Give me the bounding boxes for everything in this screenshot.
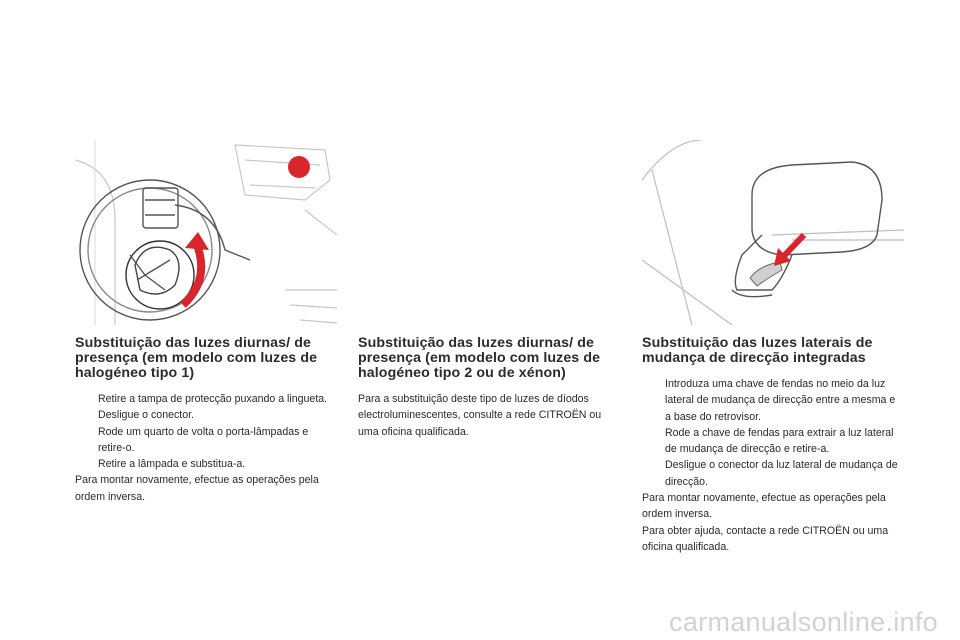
headlamp-diagram [75, 140, 337, 325]
section-side-turn-signal [642, 336, 904, 555]
section-note: Para a substituição deste tipo de luzes de díodos electroluminescentes, consulte a rede CITROËN ou uma oficina qualificada. [358, 393, 602, 438]
section-title: Substituição das luzes laterais de mudança de direcção integradas [642, 335, 873, 366]
list-item: Rode um quarto de volta o porta-lâmpadas e retire-o. [98, 425, 309, 454]
illustration-headlamp-bulb-holder [75, 140, 337, 325]
screwdriver-arrow [774, 235, 804, 266]
section-note: Para montar novamente, efectue as operações pela ordem inversa. [75, 474, 319, 503]
list-item: Desligue o conector da luz lateral de mudança de direcção. [665, 459, 898, 488]
highlight-dot [288, 156, 310, 178]
section-halogen-type-1 [75, 336, 337, 505]
list-item: Desligue o conector. [98, 409, 194, 422]
section-note: Para montar novamente, efectue as operações pela ordem inversa. [642, 492, 886, 521]
section-title: Substituição das luzes diurnas/ de presença (em modelo com luzes de halogéneo tipo 2 ou de xénon) [358, 335, 601, 381]
section-halogen-type-2-xenon [358, 336, 620, 440]
watermark: carmanualsonline.info [669, 607, 938, 637]
list-item: Introduza uma chave de fendas no meio da luz lateral de mudança de direcção entre a mesma e a base do retrovisor. [665, 378, 896, 423]
list-item: Retire a lâmpada e substitua-a. [98, 458, 246, 471]
section-title: Substituição das luzes diurnas/ de presença (em modelo com luzes de halogéneo tipo 1) [75, 335, 318, 381]
list-item: Retire a tampa de protecção puxando a lingueta. [98, 393, 328, 405]
mirror-diagram [642, 140, 904, 325]
illustration-mirror-turn-signal [642, 140, 904, 325]
list-item: Rode a chave de fendas para extrair a luz lateral de mudança de direcção e retire-a. [665, 426, 894, 456]
turn-signal-lens [750, 262, 782, 286]
section-note: Para obter ajuda, contacte a rede CITROËN ou uma oficina qualificada. [642, 524, 889, 553]
